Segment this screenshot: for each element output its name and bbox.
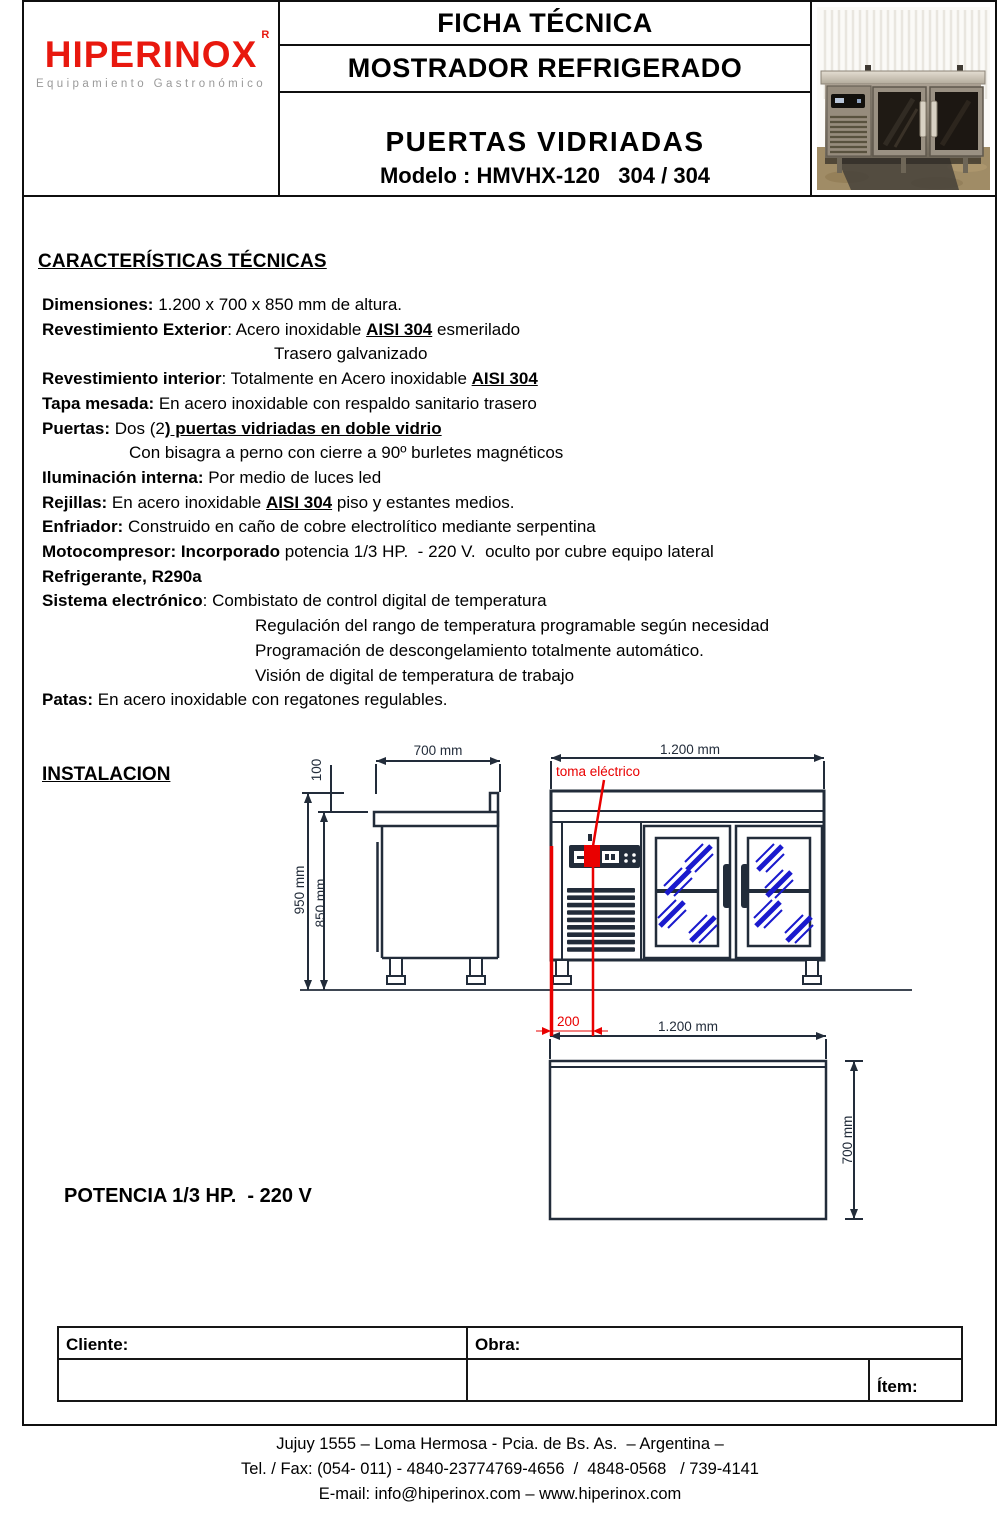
header-product-box	[278, 93, 812, 197]
header-title-box	[278, 0, 812, 46]
installation-drawing	[280, 735, 920, 1250]
spec-line: Puertas: Dos (2) puertas vidriadas en doble vidrio	[42, 418, 442, 438]
spec-line: Revestimiento Exterior: Acero inoxidable AISI 304 esmerilado	[42, 319, 521, 339]
order-table	[57, 1326, 963, 1402]
spec-line: Enfriador: Construido en caño de cobre electrolítico mediante serpentina	[42, 517, 596, 537]
spec-line: Tapa mesada: En acero inoxidable con respaldo sanitario trasero	[42, 393, 537, 413]
work-value-cell[interactable]	[468, 1360, 870, 1400]
front-width-label: 1.200 mm	[659, 742, 721, 757]
spec-line: Visión de digital de temperatura de trabajo	[255, 665, 575, 685]
side-backsplash-label: 100	[309, 758, 324, 782]
top-width-label: 1.200 mm	[657, 1019, 719, 1034]
spec-line: Patas: En acero inoxidable con regatones regulables.	[42, 690, 448, 710]
spec-lines	[42, 293, 977, 713]
brand-tagline: Equipamiento Gastronómico	[35, 78, 267, 90]
order-table-row	[57, 1326, 963, 1360]
logo-box	[22, 0, 280, 197]
doc-title: FICHA TÉCNICA	[437, 8, 653, 38]
spec-line: Iluminación interna: Por medio de luces led	[42, 467, 382, 487]
doc-subtitle: MOSTRADOR REFRIGERADO	[347, 53, 743, 83]
spec-line: Programación de descongelamiento totalmente automático.	[255, 640, 704, 660]
registered-mark: R	[261, 29, 271, 41]
characteristics-heading: CARACTERÍSTICAS TÉCNICAS	[38, 251, 327, 272]
spec-line: Regulación del rango de temperatura programable según necesidad	[255, 616, 770, 636]
spec-line: Motocompresor: Incorporado potencia 1/3 HP. - 220 V. oculto por cubre equipo lateral	[42, 542, 714, 562]
footer-email: E-mail: info@hiperinox.com – www.hiperinox.com	[318, 1485, 682, 1503]
client-value-cell[interactable]	[59, 1360, 468, 1400]
spec-line: Revestimiento interior: Totalmente en Acero inoxidable AISI 304	[42, 369, 538, 389]
power-note: POTENCIA 1/3 HP. - 220 V	[64, 1185, 312, 1207]
outlet-label: toma eléctrico	[556, 764, 641, 779]
footer-phone: Tel. / Fax: (054- 011) - 4840-23774769-4656 / 4848-0568 / 739-4141	[241, 1460, 759, 1478]
brand-logo	[44, 29, 271, 75]
brand-name: HIPERINOX	[44, 34, 258, 75]
order-table-row	[57, 1360, 963, 1402]
spec-line: Refrigerante, R290a	[42, 566, 202, 586]
footer	[0, 1432, 1000, 1507]
outlet-offset-label: 200	[557, 1014, 580, 1029]
side-height-total-label: 950 mm	[292, 865, 307, 915]
spec-line: Dimensiones: 1.200 x 700 x 850 mm de altura.	[42, 295, 403, 314]
work-label: Obra:	[475, 1335, 521, 1354]
top-depth-label: 700 mm	[840, 1115, 855, 1165]
footer-address: Jujuy 1555 – Loma Hermosa - Pcia. de Bs. As. – Argentina –	[276, 1435, 724, 1453]
client-cell[interactable]	[59, 1328, 468, 1358]
work-cell[interactable]	[468, 1328, 961, 1358]
header-subtitle-box	[278, 46, 812, 93]
item-label: Ítem:	[877, 1377, 918, 1396]
spec-line: Trasero galvanizado	[274, 344, 428, 364]
product-title: PUERTAS VIDRIADAS	[385, 126, 705, 157]
client-label: Cliente:	[66, 1335, 129, 1354]
side-depth-label: 700 mm	[413, 743, 463, 758]
spec-line: Sistema electrónico: Combistato de control digital de temperatura	[42, 591, 547, 611]
product-photo	[817, 7, 990, 190]
spec-line: Con bisagra a perno con cierre a 90º burletes magnéticos	[129, 443, 564, 463]
model-line: Modelo : HMVHX-120 304 / 304	[379, 163, 711, 188]
product-photo-box	[810, 0, 997, 197]
installation-heading: INSTALACION	[42, 764, 171, 785]
item-cell[interactable]	[870, 1360, 961, 1400]
spec-line: Rejillas: En acero inoxidable AISI 304 piso y estantes medios.	[42, 492, 515, 512]
side-height-body-label: 850 mm	[313, 878, 328, 928]
ventilation-grille	[567, 888, 635, 952]
